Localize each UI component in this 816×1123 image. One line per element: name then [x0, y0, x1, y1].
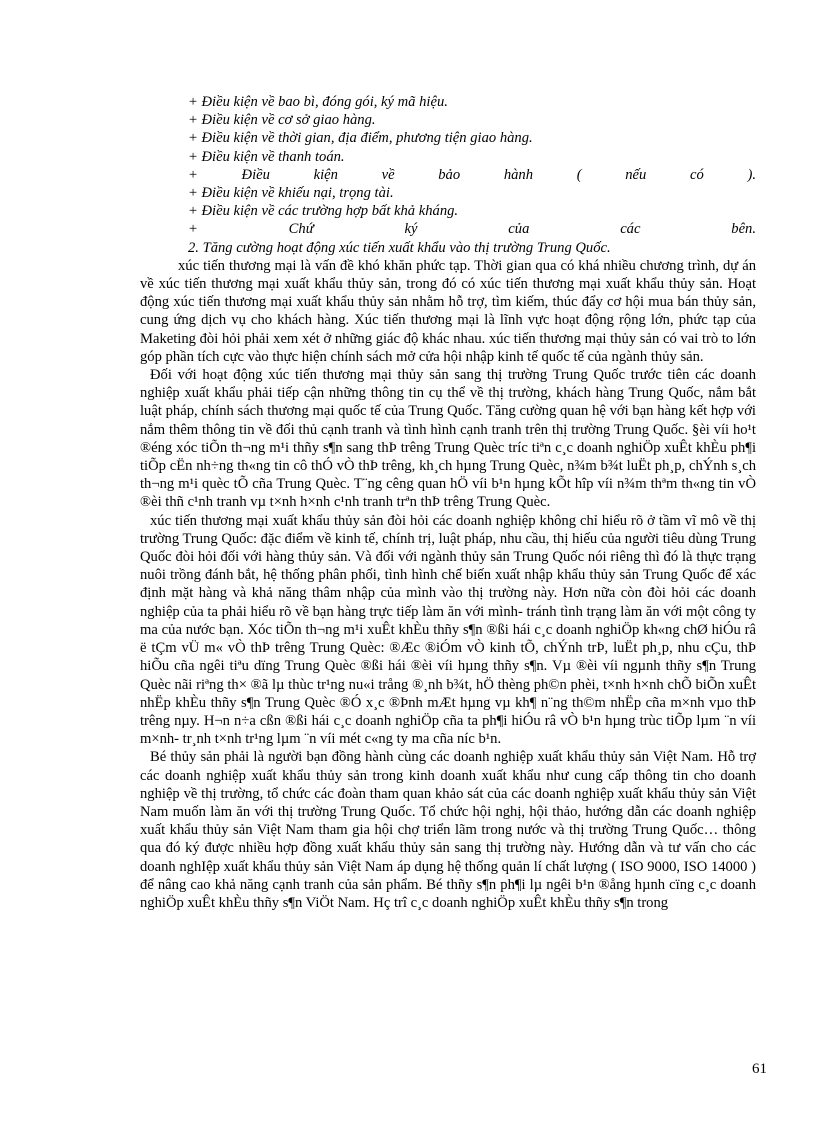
condition-item: + Điều kiện về khiếu nại, trọng tài.	[188, 185, 394, 202]
condition-item: + Điều kiện về thời gian, địa điểm, phương tiện giao hàng.	[188, 130, 533, 147]
condition-item: + Điều kiện về bảo hành ( nếu có ).	[188, 166, 756, 183]
condition-item: + Điều kiện về các trường hợp bất khả kháng.	[188, 203, 459, 220]
body-paragraph: Đối với hoạt động xúc tiến thương mại thủy sản sang thị trường Trung Quốc trước tiên các doanh nghiệp xuất khẩu phải tiếp cận những thông tin cụ thể về thị trường, khách hàng Trung Quốc, nắm bắt luật pháp, chính sách thương mại quốc tế của Trung Quốc. Tăng cường quan hệ với bạn hàng kết hợp với nắm thêm thông tin về đối thủ cạnh tranh và tình hình cạnh tranh trên thị trường Trung Quốc. §èi víi ho¹t ®éng xóc tiÕn th¬ng m¹i thñy s¶n sang thÞ trêng Trung Quèc tríc tiªn c¸c doanh nghiÖp xuÊt khÈu ph¶i tiÕp cËn nh÷ng th«ng tin cô thÓ vÒ thÞ trêng, kh¸ch hµng Trung Quèc, n¾m b¾t luËt ph¸p, chÝnh s¸ch th¬ng m¹i quèc tÕ cña Trung Quèc. T¨ng cêng quan hÖ víi b¹n hµng kÕt hîp víi n¾m thªm th«ng tin vÒ ®èi thñ c¹nh tranh vµ t×nh h×nh c¹nh tranh trªn thÞ trêng Trung Quèc.	[140, 367, 756, 511]
condition-item: + Chứ ký của các bên.	[188, 221, 756, 238]
condition-item: + Điều kiện về bao bì, đóng gói, ký mã hiệu.	[188, 94, 448, 110]
section-heading: 2. Tăng cường hoạt động xúc tiến xuất khẩu vào thị trường Trung Quốc.	[188, 239, 611, 256]
condition-item: + Điều kiện về cơ sở giao hàng.	[188, 112, 376, 129]
page-number: 61	[752, 1061, 767, 1077]
condition-item: + Điều kiện về thanh toán.	[188, 148, 345, 165]
body-paragraph: xúc tiến thương mại là vấn đề khó khăn phức tạp. Thời gian qua có khá nhiều chương trình, dự án về xúc tiến thương mại xuất khẩu thủy sản, trong đó có xúc tiến thương mại xuất khẩu thủy sản. Hoạt động xúc tiến thương mại xuất khẩu thủy sản nhằm hỗ trợ, tìm kiếm, thúc đẩy cơ hội mua bán thủy sản, cung ứng dịch vụ cho khách hàng. Xúc tiến thương mại là lĩnh vực hoạt động rộng lớn, phức tạp của Maketing đòi hỏi phải xem xét ở những giác độ khác nhau. xúc tiến thương mại thủy sản có vai trò to lớn góp phần tích cực vào thực hiện chính sách mở cửa hội nhập kinh tế quốc tế của ngành thủy sản.	[140, 257, 756, 365]
document-text	[140, 93, 756, 912]
body-paragraph: xúc tiến thương mại xuất khẩu thủy sản đòi hỏi các doanh nghiệp không chỉ hiểu rõ ở tầm vĩ mô về thị trường Trung Quốc: đặc điểm về kinh tế, chính trị, luật pháp, nhu cầu, thị hiếu của người tiêu dùng Trung Quốc đòi hỏi đối với hàng thủy sản. Và đối với ngành thủy sản Trung Quốc nói riêng thì đó là thực trạng nuôi trồng đánh bắt, hệ thống phân phối, tình hình chế biến xuất nhập khẩu thủy sản Trung Quốc để xác định mặt hàng và khả năng thâm nhập của mình vào thị trường này. Hơn nữa còn đòi hỏi các doanh nghiệp của ta phải hiểu rõ về bạn hàng trực tiếp làm ăn với mình- tránh tình trạng làm ăn với một công ty ma của nước bạn. Xóc tiÕn th¬ng m¹i xuÊt khÈu thñy s¶n ®ßi hái c¸c doanh nghiÖp kh«ng chØ hiÓu râ ë tÇm vÜ m« vÒ thÞ trêng Trung Quèc: ®Æc ®iÓm vÒ kinh tÕ, chÝnh trÞ, luËt ph¸p, nhu cÇu, thÞ hiÕu cña ngêi tiªu dïng Trung Quèc ®ßi hái ®èi víi hµng thñy s¶n. Vµ ®èi víi ngµnh thñy s¶n Trung Quèc nãi riªng th× ®ã lµ thùc tr¹ng nu«i trång ®¸nh b¾t, hÖ thèng ph©n phèi, t×nh h×nh chÕ biÕn xuÊt nhËp khÈu thñy s¶n Trung Quèc ®Ó x¸c ®Þnh mÆt hµng vµ kh¶ n¨ng th©m nhËp cña m×nh vµo thÞ trêng nµy. H¬n n÷a cßn ®ßi hái c¸c doanh nghiÖp cña ta ph¶i hiÓu râ vÒ b¹n hµng trùc tiÕp lµm ¨n víi m×nh- tr¸nh t×nh tr¹ng lµm ¨n víi mét c«ng ty ma cña níc b¹n.	[140, 512, 756, 748]
body-paragraph: Bé thủy sản phải là người bạn đồng hành cùng các doanh nghiệp xuất khẩu thủy sản Việt Nam. Hỗ trợ các doanh nghiệp xuất khẩu thủy sản trong kinh doanh xuất khẩu như cung cấp thông tin cho doanh nghiệp về thị trường, tổ chức các đoàn tham quan khảo sát của các doanh nghiệp xuất khẩu thủy sản Việt Nam muốn làm ăn với thị trường Trung Quốc. Tổ chức hội nghị, hội thảo, hướng dẫn các doanh nghiệp xuất khẩu thủy sản Việt Nam tham gia hội chợ triển lãm trong nước và thị trường Trung Quốc… thông qua đó ký được nhiều hợp đồng xuất khẩu thủy sản sang thị trường này. Hướng dẫn và tư vấn cho các doanh nghIệp xuất khẩu thủy sản Việt Nam áp dụng hệ thống quản lí chất lượng ( ISO 9000, ISO 14000 ) để nâng cao khả năng cạnh tranh của sản phẩm. Bé thñy s¶n ph¶i lµ ngêi b¹n ®ång hµnh cïng c¸c doanh nghiÖp xuÊt khÈu thñy s¶n ViÖt Nam. Hç trî c¸c doanh nghiÖp xuÊt khÈu thñy s¶n trong	[140, 749, 756, 911]
